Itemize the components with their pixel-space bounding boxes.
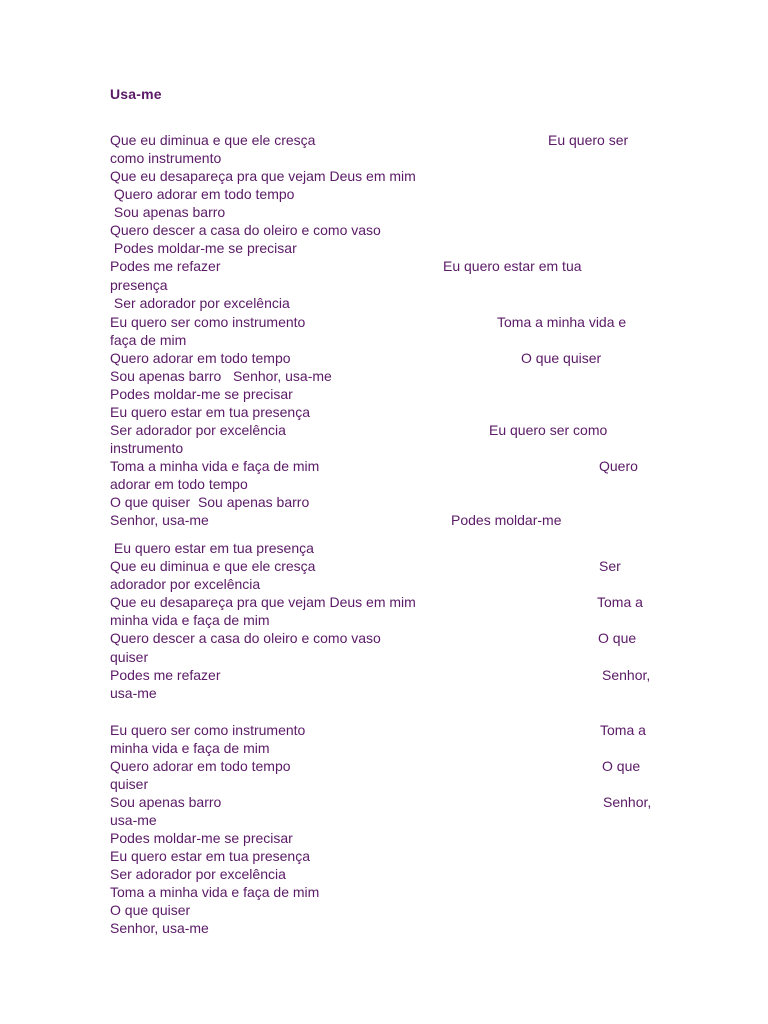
- lyric-line-left: usa-me: [110, 812, 157, 828]
- lyric-line: [0, 439, 768, 457]
- lyric-line: [0, 131, 768, 149]
- lyric-line: [0, 793, 768, 811]
- lyric-line: [0, 385, 768, 403]
- lyric-line: [0, 684, 768, 702]
- lyric-line-right: Podes moldar-me: [451, 512, 562, 528]
- lyric-line: [0, 313, 768, 331]
- lyric-line: [0, 421, 768, 439]
- lyric-line-left: Que eu desapareça pra que vejam Deus em mim: [110, 594, 416, 610]
- lyric-line-left: Eu quero ser como instrumento: [110, 314, 306, 330]
- lyric-line-left: Podes moldar-me se precisar: [110, 386, 293, 402]
- lyric-line: [0, 648, 768, 666]
- lyric-line-left: Eu quero estar em tua presença: [110, 540, 314, 556]
- lyric-line-right: O que: [602, 758, 641, 774]
- lyric-line: [0, 865, 768, 883]
- lyric-line: [0, 403, 768, 421]
- lyric-line: [0, 167, 768, 185]
- lyric-line-right: O que: [598, 630, 637, 646]
- lyric-line-left: adorar em todo tempo: [110, 476, 248, 492]
- lyric-line-right: Senhor,: [603, 794, 652, 810]
- lyric-line: [0, 901, 768, 919]
- lyric-line-left: Senhor, usa-me: [110, 920, 209, 936]
- lyric-line: [0, 557, 768, 575]
- lyric-line-left: presença: [110, 277, 168, 293]
- lyric-line: [0, 203, 768, 221]
- lyric-line-left: Quero adorar em todo tempo: [110, 758, 291, 774]
- lyric-line: [0, 367, 768, 385]
- lyric-line-left: instrumento: [110, 440, 184, 456]
- lyric-line: [0, 349, 768, 367]
- lyric-line-left: Toma a minha vida e faça de mim: [110, 884, 320, 900]
- lyric-line-left: Quero descer a casa do oleiro e como vaso: [110, 222, 381, 238]
- lyric-line: [0, 611, 768, 629]
- lyric-line: [0, 775, 768, 793]
- lyric-line-left: Que eu diminua e que ele cresça: [110, 558, 316, 574]
- lyric-line: [0, 294, 768, 312]
- lyric-line-left: Eu quero estar em tua presença: [110, 404, 311, 420]
- lyric-line-left: Quero adorar em todo tempo: [110, 350, 291, 366]
- lyric-line-left: Podes moldar-me se precisar: [110, 240, 297, 256]
- lyric-line-left: Que eu diminua e que ele cresça: [110, 132, 316, 148]
- lyric-line-left: Eu quero ser como instrumento: [110, 722, 306, 738]
- lyric-line: [0, 739, 768, 757]
- lyric-line-left: Podes moldar-me se precisar: [110, 830, 293, 846]
- lyric-line-right: Eu quero ser como: [489, 422, 608, 438]
- lyric-line: [0, 883, 768, 901]
- lyric-line: [0, 629, 768, 647]
- lyric-line-right: Toma a: [600, 722, 646, 738]
- lyric-line: [0, 575, 768, 593]
- lyric-line-left: minha vida e faça de mim: [110, 740, 270, 756]
- lyric-line-left: Quero descer a casa do oleiro e como vaso: [110, 630, 381, 646]
- lyric-line: [0, 539, 768, 557]
- lyric-line: [0, 149, 768, 167]
- lyric-line-left: usa-me: [110, 685, 157, 701]
- lyric-line-right: Eu quero ser: [548, 132, 629, 148]
- lyric-line-left: Sou apenas barro Senhor, usa-me: [110, 368, 332, 384]
- lyric-line-left: Ser adorador por excelência: [110, 422, 286, 438]
- lyric-line-left: quiser: [110, 649, 149, 665]
- lyric-line: [0, 666, 768, 684]
- lyric-line: [0, 593, 768, 611]
- lyric-line-left: Ser adorador por excelência: [110, 866, 286, 882]
- lyric-line-left: Eu quero estar em tua presença: [110, 848, 311, 864]
- lyric-line: [0, 457, 768, 475]
- lyric-line-left: Quero adorar em todo tempo: [110, 186, 295, 202]
- document-title: Usa-me: [110, 86, 162, 102]
- lyric-line-right: Toma a minha vida e: [497, 314, 627, 330]
- lyric-line-left: Toma a minha vida e faça de mim: [110, 458, 320, 474]
- lyric-line-left: adorador por excelência: [110, 576, 261, 592]
- lyric-line: [0, 276, 768, 294]
- lyric-line: [0, 511, 768, 529]
- lyric-line-left: faça de mim: [110, 332, 187, 348]
- lyric-line-left: como instrumento: [110, 150, 222, 166]
- lyric-line: [0, 331, 768, 349]
- lyric-line: [0, 847, 768, 865]
- lyric-line: [0, 829, 768, 847]
- lyric-line-right: Eu quero estar em tua: [443, 258, 582, 274]
- lyric-line: [0, 919, 768, 937]
- lyric-line-left: Ser adorador por excelência: [110, 295, 290, 311]
- lyric-line-left: Que eu desapareça pra que vejam Deus em mim: [110, 168, 416, 184]
- lyric-line-left: Sou apenas barro: [110, 794, 222, 810]
- lyric-line: [0, 239, 768, 257]
- lyric-line-right: Ser: [599, 558, 621, 574]
- lyric-line-left: Senhor, usa-me: [110, 512, 209, 528]
- lyric-line: [0, 221, 768, 239]
- lyric-line-right: Quero: [599, 458, 638, 474]
- lyric-line: [0, 257, 768, 275]
- lyric-line: [0, 811, 768, 829]
- lyric-line-right: Toma a: [597, 594, 643, 610]
- lyric-line-left: O que quiser Sou apenas barro: [110, 494, 310, 510]
- lyric-line-left: O que quiser: [110, 902, 191, 918]
- lyric-line-left: Podes me refazer: [110, 667, 221, 683]
- lyric-line: [0, 757, 768, 775]
- lyric-line-left: Sou apenas barro: [110, 204, 226, 220]
- lyric-line-left: quiser: [110, 776, 149, 792]
- lyric-line: [0, 721, 768, 739]
- lyric-line-right: O que quiser: [521, 350, 602, 366]
- lyric-line-left: minha vida e faça de mim: [110, 612, 270, 628]
- lyric-line: [0, 475, 768, 493]
- lyric-line: [0, 185, 768, 203]
- lyric-line: [0, 493, 768, 511]
- lyric-line-right: Senhor,: [602, 667, 651, 683]
- lyric-line-left: Podes me refazer: [110, 258, 221, 274]
